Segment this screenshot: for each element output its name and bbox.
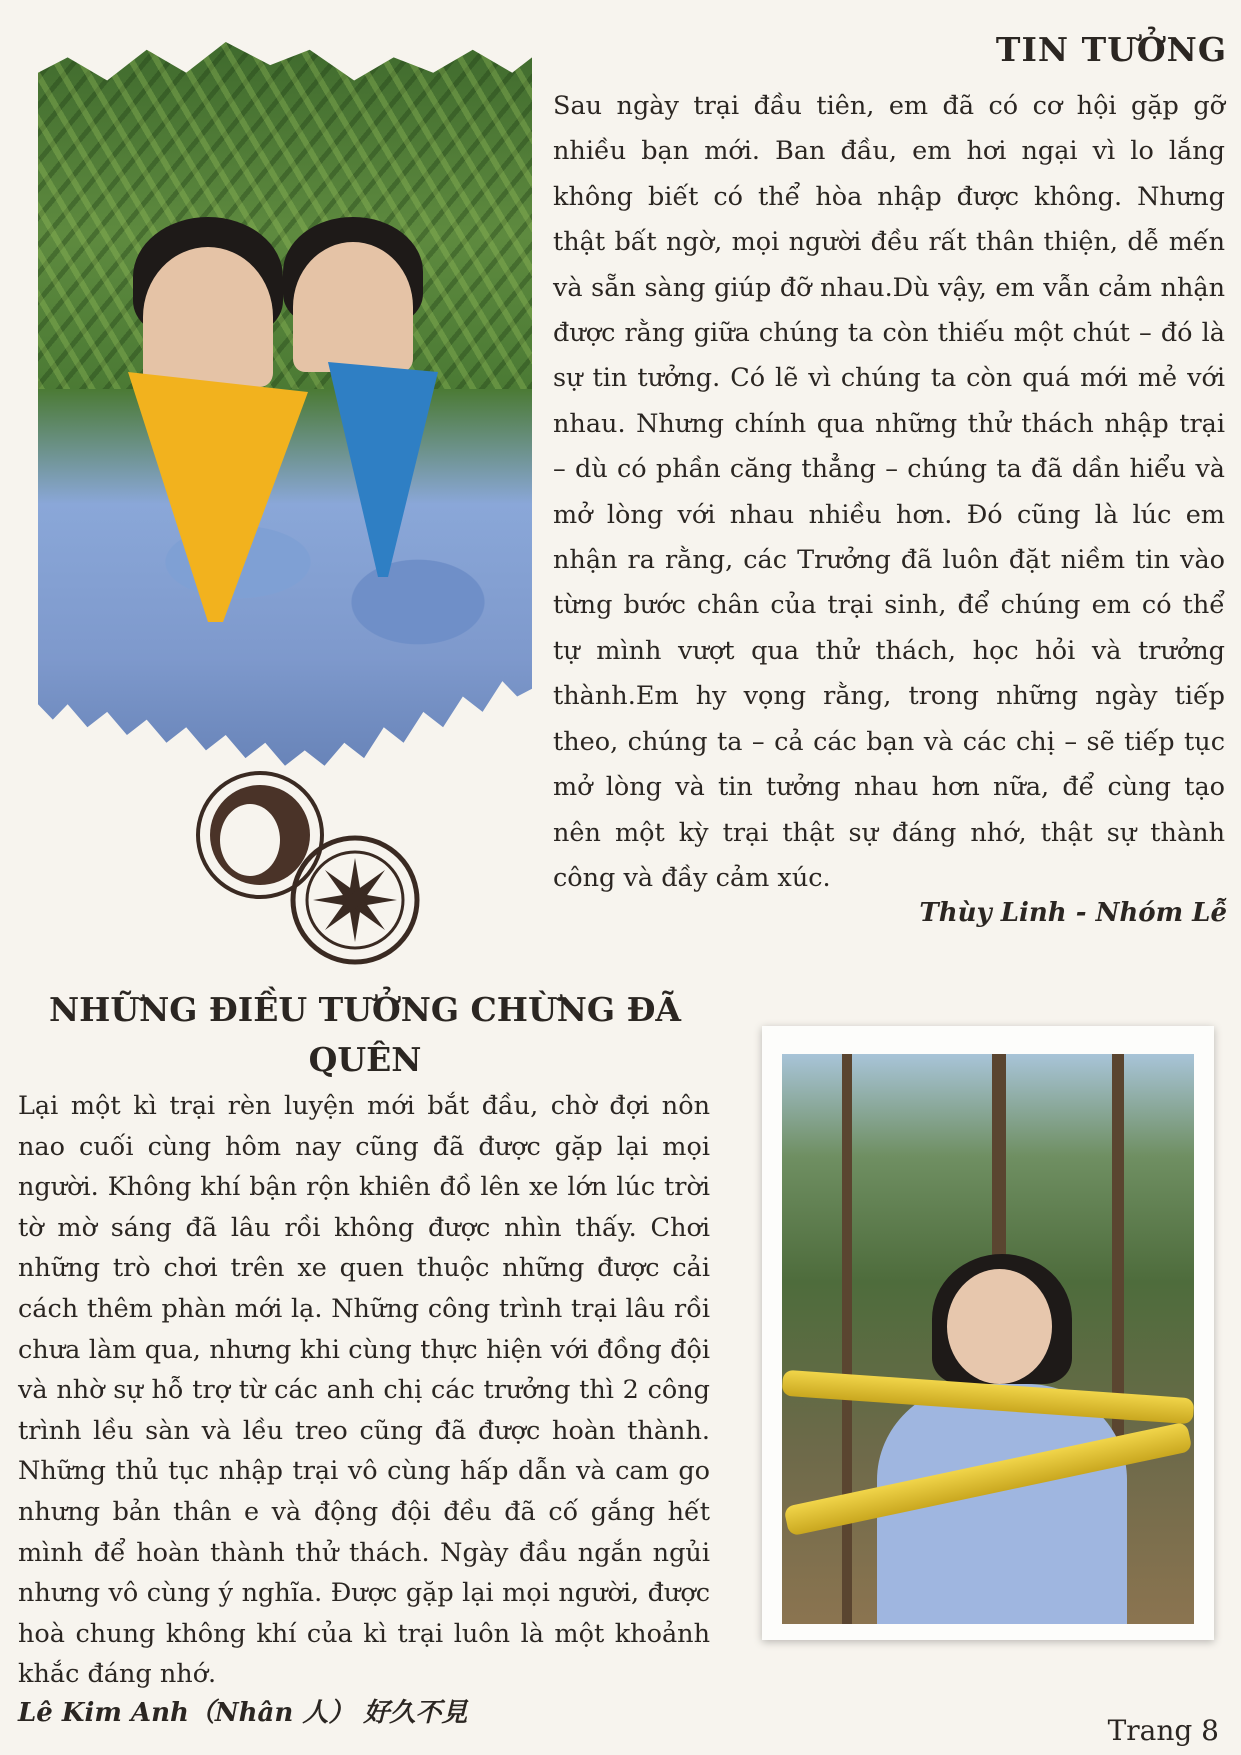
section2-body: Lại một kì trại rèn luyện mới bắt đầu, chờ đợi nôn nao cuối cùng hôm nay cũng đã được gặp lại mọi người. Không khí bận rộn khiên đồ lên xe lớn lúc trời tờ mờ sáng đã lâu rồi không được nhìn thấy. Chơi những trò chơi trên xe quen thuộc những được cải cách thêm phàn mới lạ. Những công trình trại lâu rồi chưa làm qua, nhưng khi cùng thực hiện với đồng đội và nhờ sự hỗ trợ từ các anh chị các trưởng thì 2 công trình lều sàn và lều treo cũng đã được hoàn thành. Những thủ tục nhập trại vô cùng hấp dẫn và cam go nhưng bản thân e và động đội đều đã cố gắng hết mình để hoàn thành thử thách. Ngày đầu ngắn ngủi nhưng vô cùng ý nghĩa. Được gặp lại mọi người, được hoà chung không khí của kì trại luôn là một khoảnh khắc đáng nhớ.	[18, 1091, 710, 1690]
tree-trunk	[842, 1054, 852, 1624]
scout-photo	[782, 1054, 1194, 1624]
blue-scarf	[328, 362, 438, 582]
section1-signature: Thùy Linh - Nhóm Lễ	[919, 898, 1227, 928]
scouts-photo	[38, 42, 532, 812]
face-left	[143, 247, 273, 387]
section2-signature: Lê Kim Anh（Nhân 人） 好久不見	[18, 1698, 468, 1728]
section1-title: TIN TƯỞNG	[995, 30, 1227, 69]
bamboo-background	[38, 42, 532, 389]
yellow-scarf	[128, 372, 308, 632]
polaroid-frame	[762, 1026, 1214, 1640]
face	[947, 1269, 1052, 1384]
page-number: Trang 8	[1107, 1714, 1219, 1747]
section1-body: Sau ngày trại đầu tiên, em đã có cơ hội gặp gỡ nhiều bạn mới. Ban đầu, em hơi ngại vì lo lắng không biết có thể hòa nhập được không. Nhưng thật bất ngờ, mọi người đều rất thân thiện, dễ mến và sẵn sàng giúp đỡ nhau.Dù vậy, em vẫn cảm nhận được rằng giữa chúng ta còn thiếu một chút – đó là sự tin tưởng. Có lẽ vì chúng ta còn quá mới mẻ với nhau. Nhưng chính qua những thử thách nhập trại – dù có phần căng thẳng – chúng ta đã dần hiểu và mở lòng với nhau nhiều hơn. Đó cũng là lúc em nhận ra rằng, các Trưởng đã luôn đặt niềm tin vào từng bước chân của trại sinh, để chúng em có thể tự mình vượt qua thử thách, học hỏi và trưởng thành.Em hy vọng rằng, trong những ngày tiếp theo, chúng ta – cả các bạn và các chị – sẽ tiếp tục mở lòng và tin tưởng nhau hơn nữa, để cùng tạo nên một kỳ trại thật sự đáng nhớ, thật sự thành công và đầy cảm xúc.	[553, 91, 1225, 893]
compass-ornament-icon	[190, 770, 430, 970]
section2-title: NHỮNG ĐIỀU TƯỞNG CHỪNG ĐÃ QUÊN	[48, 990, 682, 1079]
face-right	[293, 242, 413, 372]
